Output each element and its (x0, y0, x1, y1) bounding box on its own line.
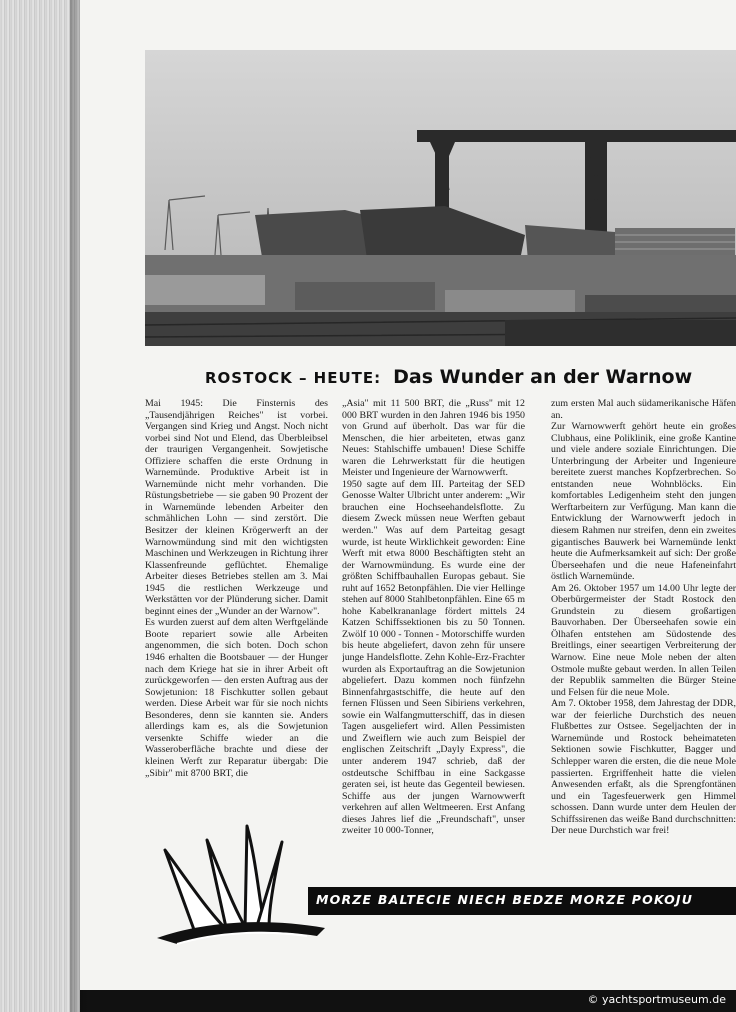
watermark-credit: © yachtsportmuseum.de (587, 993, 726, 1006)
shipyard-photo (145, 50, 736, 346)
banner-slogan: MORZE BALTECIE NIECH BEDZE MORZE POKOJU (316, 892, 694, 907)
paragraph: Es wurden zuerst auf dem alten Werftgelände Boote repariert sowie alle Arbeiten angenommen, die sich boten. Doch schon 1946 erhalten die Bootsbauer — der Hunger nach dem Kriege hat sie in ihrer Arbeit oft zurückgeworfen — den ersten Auftrag aus der Sowjetunion: 18 Fischkutter sollen gebaut werden. Diese Arbeit war für sie noch nichts Besonderes, denn sie kannten sie. Anders allerdings kam es, als die Sowjetunion versenkte Schiffe wieder an die Wasseroberfläche brachte und diese der kleinen Werft zur Reparatur übergab: Die „Sibir" mit 8700 BRT, die (145, 617, 328, 779)
paragraph: Mai 1945: Die Finsternis des „Tausendjährigen Reiches" ist vorbei. Vergangen sind Krieg und Angst. Noch nicht vorbei sind Not und Elend, das Überbleibsel der traurigen Vergangenheit. Sowjetische Offiziere schaffen die erste Ordnung in Warnemünde. Produktive Arbeit ist in Warnemünde nicht mehr vorhanden. Die Rüstungsbetriebe — sie gaben 90 Prozent der in Warnemünde lebenden Arbeiter den schmählichen Lohn — sind zerstört. Die Besitzer der kleinen Krögerwerft an der Warnowmündung sind mit den wichtigsten Maschinen und Werkzeugen in Richtung ihrer Klassenfreunde geflüchtet. Ehemalige Arbeiter dieses Betriebes stellen am 3. Mai 1945 die restlichen Werkzeuge und Werkstätten vor der Plünderung sicher. Damit beginnt eines der „Wunder an der Warnow". (145, 398, 328, 617)
heading-kicker: ROSTOCK – HEUTE: (205, 369, 382, 387)
paragraph: Am 7. Oktober 1958, dem Jahrestag der DDR, war der feierliche Durchstich des neuen Flußbettes zur Ostsee. Segeljachten der in Warnemünde und Rostock beheimateten Sektionen sowie Fischkutter, Bagger und Schlepper waren die ersten, die die neue Mole passierten. Ergriffenheit hatte die vielen Anwesenden erfaßt, als die Sprengfontänen und ein Tagesfeuerwerk gen Himmel schossen. Dann wurde unter dem Heulen der Schiffssirenen das weiße Band durchschnitten: Der neue Durchstich war frei! (551, 698, 736, 837)
paragraph: 1950 sagte auf dem III. Parteitag der SED Genosse Walter Ulbricht unter anderem: „Wir brauchen eine Hochseehandelsflotte. Zu diesem Zweck müssen neue Werften gebaut werden." Was auf dem Parteitag gesagt wurde, ist heute Wirklichkeit geworden: Eine Werft mit etwa 8000 Beschäftigten steht an der Warnowmündung. Es wurde eine der größten Schiffbauhallen Europas gebaut. Sie ruht auf 1652 Betonpfählen. Die vier Hellinge stehen auf 8000 Stahlbetonpfählen. Eine 65 m hohe Kabelkrananlage fördert mittels 24 Katzen Schiffssektionen bis zu 50 Tonnen. Zwölf 10 000 - Tonnen - Motorschiffe wurden bis heute abgeliefert, davon zehn für unsere junge Handelsflotte. Zehn Kohle-Erz-Frachter wurden als Exportauftrag an die Sowjetunion abgeliefert. Dazu kommen noch fünfzehn Binnenfahrgastschiffe, die heute auf den fernen Flüssen und Seen Sibiriens verkehren, sowie ein Walfangmutterschiff, das in diesen Tagen ausgeliefert wird. Allen Pessimisten und Zweiflern wie auch zum Beispiel der englischen Zeitschrift „Dayly Express", die unter anderem 1947 schrieb, daß der ostdeutsche Schiffbau in eine Sackgasse geraten sei, ist heute das Gegenteil bewiesen. Schiffe aus der jungen Warnowwerft verkehren auf allen Weltmeeren. Erst Anfang dieses Jahres lief die „Freundschaft", unser zweiter 10 000-Tonner, (342, 478, 525, 837)
peace-banner (308, 887, 736, 915)
paragraph: Am 26. Oktober 1957 um 14.00 Uhr legte der Oberbürgermeister der Stadt Rostock den Grundstein zu diesem großartigen Bauvorhaben. Der Überseehafen sowie ein Ölhafen entstehen am Südostende des Breitlings, einer seeartigen Verbreiterung der Warnow. Eine neue Mole neben der alten Ostmole mußte gebaut werden. In allen Teilen der Republik sammelten die Bürger Steine und Felsen für die neue Mole. (551, 582, 736, 698)
paragraph: „Asia" mit 11 500 BRT, die „Russ" mit 12 000 BRT wurden in den Jahren 1946 bis 1950 von Grund auf überholt. Das war für die Menschen, die hier arbeiteten, etwas ganz Neues: Stahlschiffe umbauen! Diese Schiffe waren die Lehrwerkstatt für die heutigen Meister und Ingenieure der Warnowwerft. (342, 398, 525, 479)
paragraph: zum ersten Mal auch südamerikanische Häfen an. (551, 398, 736, 421)
headline: Das Wunder an der Warnow (393, 366, 693, 388)
text-column-1 (145, 398, 328, 818)
text-column-2 (342, 398, 525, 884)
book-spine (0, 0, 80, 1012)
article-heading (205, 366, 725, 394)
text-column-3 (551, 398, 736, 884)
paragraph: Zur Warnowwerft gehört heute ein großes Clubhaus, eine Poliklinik, eine große Kantine und viele andere soziale Einrichtungen. Die Unterbringung der Arbeiter und Ingenieure bereitete zuerst manches Kopfzerbrechen. So entstanden neue Wohnblöcks. Ein komfortables Ledigenheim steht den jungen Werftarbeitern zur Verfügung. Man kann die Entwicklung der Warnowwerft jedoch in diesem Rahmen nur streifen, denn ein zweites gigantisches Bauwerk bei Warnemünde lenkt heute die Aufmerksamkeit auf sich: Der große Überseehafen und die neue Hafeneinfahrt östlich Warnemünde. (551, 421, 736, 583)
